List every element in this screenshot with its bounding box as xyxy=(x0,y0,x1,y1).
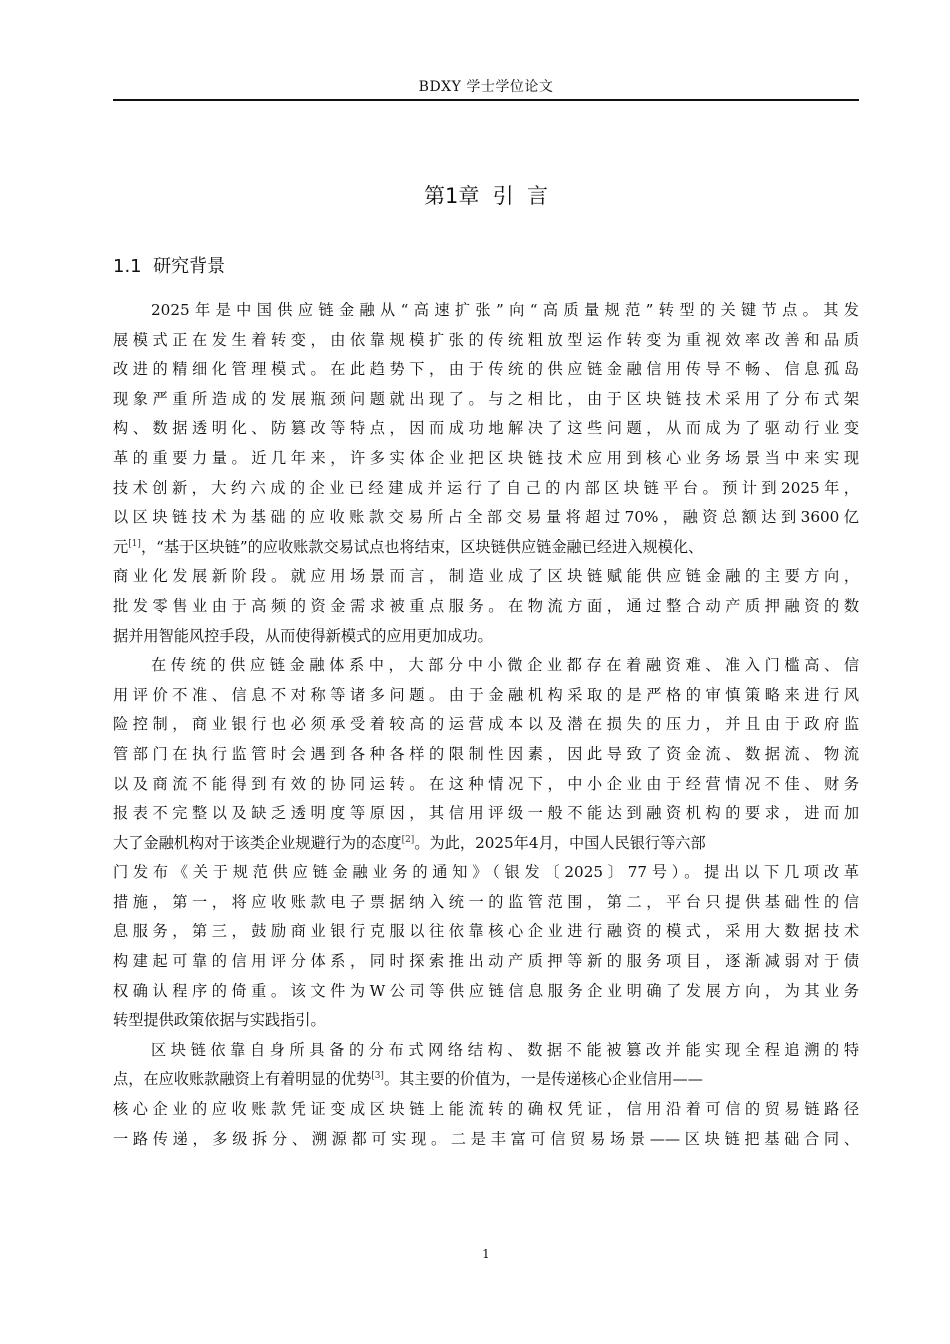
paragraph-line: 措施，第一，将应收账款电子票据纳入统一的监管范围，第二，平台只提供基础性的信 xyxy=(113,892,859,911)
paragraph-line: 革的重要力量。近几年来，许多实体企业把区块链技术应用到核心业务场景当中来实现 xyxy=(113,448,859,467)
citation-ref: [3] xyxy=(371,1071,384,1082)
paragraph-line: 以区块链技术为基础的应收账款交易所占全部交易量将超过70%，融资总额达到3600亿 xyxy=(113,508,859,527)
paragraph-line: 险控制，商业银行也必须承受着较高的运营成本以及潜在损失的压力，并且由于政府监 xyxy=(113,715,859,734)
paragraph-line: 批发零售业由于高频的资金需求被重点服务。在物流方面，通过整合动产质押融资的数 xyxy=(113,596,859,615)
text-run: 点，在应收账款融资上有着明显的优势 xyxy=(113,1070,372,1089)
paragraph-line: 在传统的供应链金融体系中，大部分中小微企业都存在着融资难、准入门槛高、信 xyxy=(151,656,859,675)
paragraph-line: 据并用智能风控手段，从而使得新模式的应用更加成功。 xyxy=(113,626,493,645)
section-heading: 1.1 研究背景 xyxy=(113,256,226,277)
paragraph-line: 以及商流不能得到有效的协同运转。在这种情况下，中小企业由于经营情况不佳、财务 xyxy=(113,774,859,793)
paragraph-line xyxy=(113,829,859,859)
paragraph-line: 现象严重所造成的发展瓶颈问题就出现了。与之相比，由于区块链技术采用了分布式架 xyxy=(113,389,859,408)
text-run: 。其主要的价值为，一是传递核心企业信用—— xyxy=(383,1070,703,1089)
paragraph-line: 构、数据透明化、防篡改等特点，因而成功地解决了这些问题，从而成为了驱动行业变 xyxy=(113,419,859,438)
paragraph-line: 息服务，第三，鼓励商业银行克服以往依靠核心企业进行融资的模式，采用大数据技术 xyxy=(113,922,859,941)
paragraph-line: 权确认程序的倚重。该文件为W公司等供应链信息服务企业明确了发展方向，为其业务 xyxy=(113,981,859,1000)
text-run: 大了金融机构对于该类企业规避行为的态度 xyxy=(113,833,402,852)
text-run: 。为此，2025年4月，中国人民银行等六部 xyxy=(414,833,706,852)
chapter-title: 第1章 引 言 xyxy=(423,184,549,208)
paragraph-line: 区块链依靠自身所具备的分布式网络结构、数据不能被篡改并能实现全程追溯的特 xyxy=(151,1040,859,1059)
paragraph-line: 商业化发展新阶段。就应用场景而言，制造业成了区块链赋能供应链金融的主要方向， xyxy=(113,567,859,586)
paragraph-line: 核心企业的应收账款凭证变成区块链上能流转的确权凭证，信用沿着可信的贸易链路径 xyxy=(113,1100,859,1119)
paragraph-line: 报表不完整以及缺乏透明度等原因，其信用评级一般不能达到融资机构的要求，进而加 xyxy=(113,804,859,823)
paragraph-line: 展模式正在发生着转变，由依靠规模扩张的传统粗放型运作转变为重视效率改善和品质 xyxy=(113,330,859,349)
paragraph-line: 用评价不准、信息不对称等诸多问题。由于金融机构采取的是严格的审慎策略来进行风 xyxy=(113,685,859,704)
citation-ref: [1] xyxy=(128,538,141,549)
paragraph-line: 构建起可靠的信用评分体系，同时探索推出动产质押等新的服务项目，逐渐减弱对于债 xyxy=(113,952,859,971)
body-text xyxy=(113,296,859,1154)
header-divider xyxy=(113,99,859,101)
paragraph-line: 一路传递，多级拆分、溯源都可实现。二是丰富可信贸易场景——区块链把基础合同、 xyxy=(113,1129,859,1148)
paragraph-line: 改进的精细化管理模式。在此趋势下，由于传统的供应链金融信用传导不畅、信息孤岛 xyxy=(113,360,859,379)
paragraph-line: 管部门在执行监管时会遇到各种各样的限制性因素，因此导致了资金流、数据流、物流 xyxy=(113,744,859,763)
citation-ref: [2] xyxy=(401,834,415,845)
running-header: BDXY 学士学位论文 xyxy=(418,79,554,95)
paragraph-line: 2025年是中国供应链金融从“高速扩张”向“高质量规范”转型的关键节点。其发 xyxy=(151,301,859,319)
text-run: ，“基于区块链”的应收账款交易试点也将结束，区块链供应链金融已经进入规模化、 xyxy=(140,537,704,556)
paragraph-line xyxy=(113,533,859,563)
paragraph-line: 技术创新，大约六成的企业已经建成并运行了自己的内部区块链平台。预计到2025年， xyxy=(113,478,859,497)
page-number: 1 xyxy=(482,1247,490,1261)
paragraph-line: 门发布《关于规范供应链金融业务的通知》（银发〔2025〕77号）。提出以下几项改革 xyxy=(113,863,859,882)
paragraph-line: 转型提供政策依据与实践指引。 xyxy=(113,1011,326,1030)
text-run: 元 xyxy=(113,537,129,556)
paragraph-line xyxy=(113,1065,859,1095)
